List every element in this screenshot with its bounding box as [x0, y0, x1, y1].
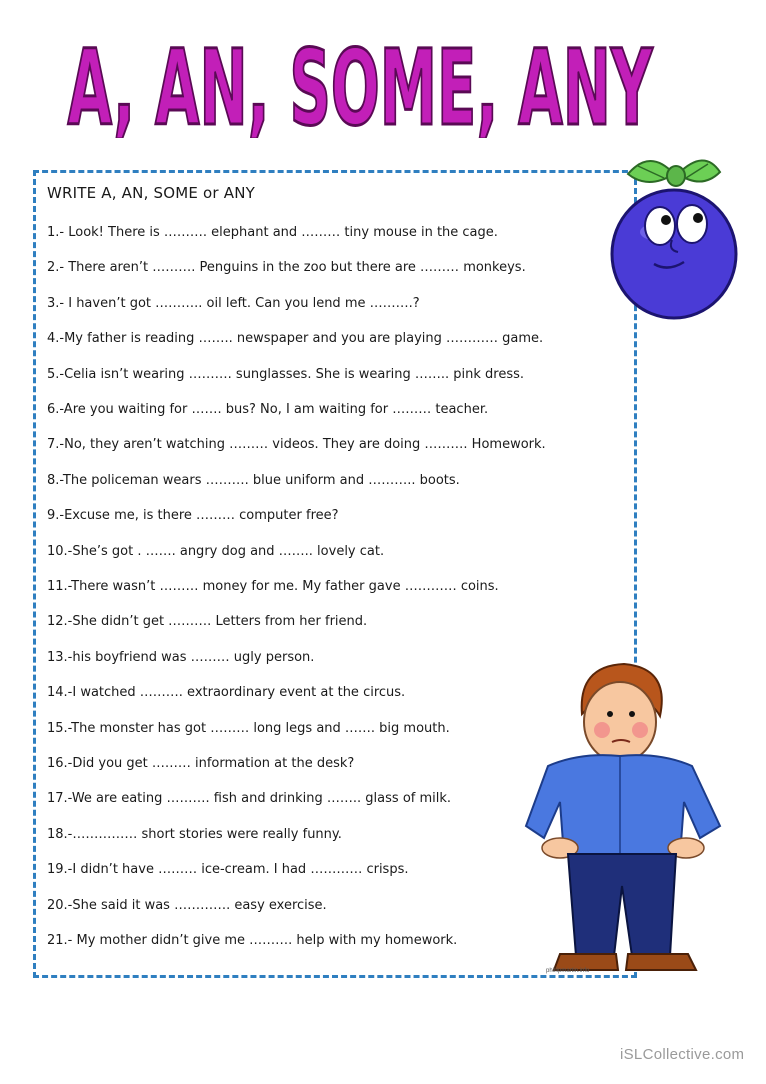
question-item: 21.- My mother didn’t give me ………. help with my homework.: [47, 933, 458, 948]
question-item: 14.-I watched ………. extraordinary event at the circus.: [47, 685, 406, 701]
question-item: 17.-We are eating ………. fish and drinking …….. glass of milk.: [47, 791, 452, 807]
question-item: 13.-his boyfriend was ……… ugly person.: [47, 649, 315, 665]
question-item: 10.-She’s got . ……. angry dog and …….. lovely cat.: [47, 543, 385, 559]
question-item: 12.-She didn’t get ………. Letters from her friend.: [47, 614, 368, 630]
watermark: iSLCollective.com: [620, 1046, 745, 1063]
boy-character-icon: [520, 656, 726, 976]
question-item: 19.-I didn’t have ……… ice-cream. I had ………… crisps.: [47, 862, 409, 878]
page-title: [60, 28, 660, 138]
illustration-credit: phillipmartin.info: [546, 968, 590, 974]
question-item: 9.-Excuse me, is there ……… computer free?: [47, 508, 339, 524]
question-item: 16.-Did you get ……… information at the desk?: [47, 756, 355, 771]
question-item: 4.-My father is reading …….. newspaper and you are playing ………… game.: [47, 331, 544, 347]
svg-text:A, AN, SOME, ANY: A, AN, SOME, ANY: [67, 28, 654, 138]
question-item: 20.-She said it was …………. easy exercise.: [47, 897, 327, 913]
question-item: 18.-…………… short stories were really funny.: [47, 826, 342, 842]
question-item: 3.- I haven’t got ……….. oil left. Can you lend me ……….?: [47, 295, 420, 311]
question-item: 6.-Are you waiting for ……. bus? No, I am waiting for ……… teacher.: [47, 402, 489, 417]
question-item: 11.-There wasn’t ……… money for me. My father gave ………… coins.: [47, 579, 499, 594]
question-item: 7.-No, they aren’t watching ……… videos. They are doing ………. Homework.: [47, 437, 546, 453]
question-item: 5.-Celia isn’t wearing ………. sunglasses. She is wearing …….. pink dress.: [47, 366, 525, 382]
question-item: 8.-The policeman wears ………. blue uniform and ……….. boots.: [47, 472, 460, 488]
blueberry-character-icon: [608, 146, 744, 322]
question-item: 15.-The monster has got ……… long legs and ……. big mouth.: [47, 720, 450, 736]
question-item: 1.- Look! There is ………. elephant and ……… tiny mouse in the cage.: [47, 225, 498, 240]
question-item: 2.- There aren’t ………. Penguins in the zoo but there are ……… monkeys.: [47, 260, 526, 276]
exercise-heading: WRITE A, AN, SOME or ANY: [47, 184, 255, 202]
